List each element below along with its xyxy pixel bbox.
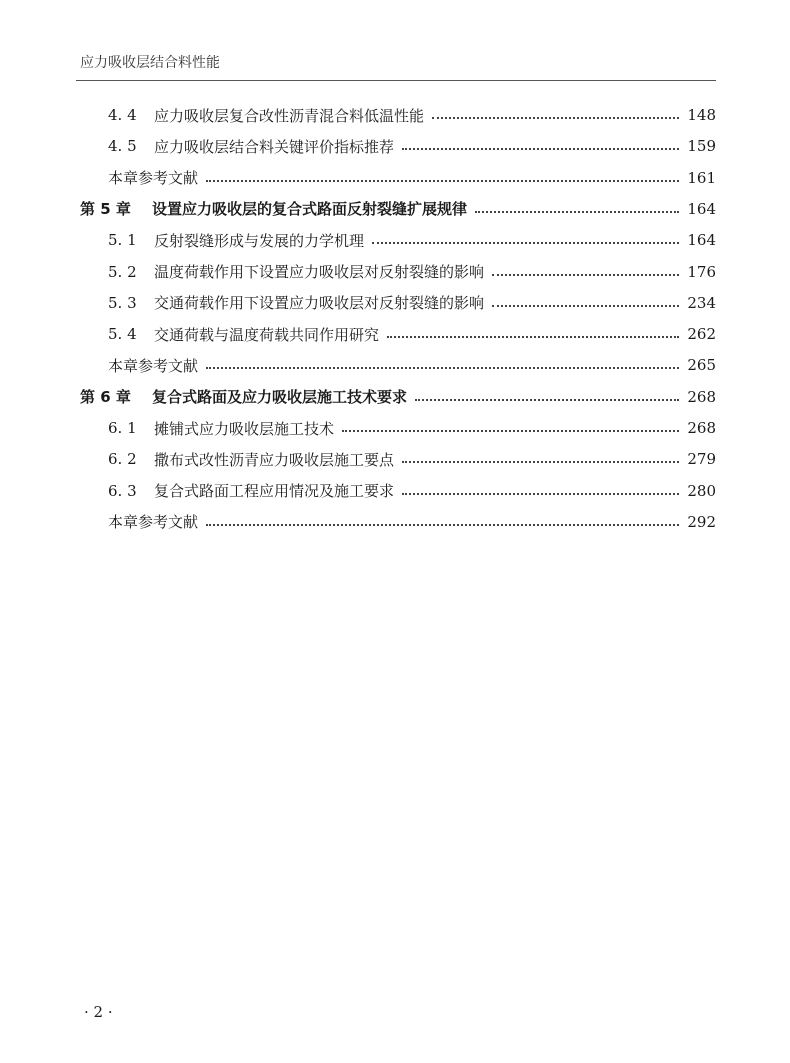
toc-title: 撒布式改性沥青应力吸收层施工要点 — [154, 450, 395, 469]
toc-references-row — [108, 507, 716, 537]
dot-leader — [372, 242, 679, 244]
toc-title: 应力吸收层结合料关键评价指标推荐 — [154, 137, 395, 156]
toc-number: 5. 4 — [108, 325, 137, 344]
toc-section-row — [108, 131, 716, 161]
toc-page-number: 265 — [687, 356, 716, 375]
dot-leader — [402, 461, 679, 463]
toc-number: 6. 3 — [108, 481, 137, 500]
toc-section-row — [108, 413, 716, 443]
toc-page-number: 148 — [687, 106, 716, 124]
toc-page-number: 279 — [687, 450, 716, 469]
toc-number: 4. 4 — [108, 106, 137, 124]
toc-title: 本章参考文献 — [108, 513, 199, 532]
toc-chapter-row — [80, 382, 716, 412]
toc-number: 5. 2 — [108, 262, 137, 281]
dot-leader — [402, 148, 679, 150]
toc-title: 设置应力吸收层的复合式路面反射裂缝扩展规律 — [152, 200, 468, 219]
toc-title: 复合式路面及应力吸收层施工技术要求 — [152, 388, 408, 407]
toc-number: 5. 3 — [108, 293, 137, 312]
toc-title: 温度荷载作用下设置应力吸收层对反射裂缝的影响 — [154, 263, 485, 281]
toc-section-row — [108, 225, 716, 255]
toc-section-row — [108, 288, 716, 318]
toc-number: 6. 2 — [108, 450, 137, 469]
toc-title: 本章参考文献 — [108, 356, 199, 375]
toc-title: 反射裂缝形成与发展的力学机理 — [154, 231, 365, 250]
toc-page-number: 262 — [687, 325, 716, 344]
toc-title: 本章参考文献 — [108, 169, 199, 188]
toc-section-row — [108, 444, 716, 474]
dot-leader — [432, 117, 679, 119]
dot-leader — [387, 336, 679, 338]
toc-number: 第 5 章 — [80, 200, 131, 219]
toc-page-number: 164 — [687, 231, 716, 250]
toc-number: 第 6 章 — [80, 388, 131, 407]
toc-section-row — [108, 476, 716, 506]
toc-title: 交通荷载与温度荷载共同作用研究 — [154, 325, 380, 344]
toc-page-number: 280 — [687, 481, 716, 500]
toc-section-row — [108, 100, 716, 130]
toc-title: 应力吸收层复合改性沥青混合料低温性能 — [154, 106, 425, 125]
toc-section-row — [108, 319, 716, 349]
toc-number: 5. 1 — [108, 231, 137, 250]
running-head: 应力吸收层结合料性能 — [80, 55, 220, 71]
dot-leader — [206, 524, 679, 526]
dot-leader — [206, 367, 679, 369]
toc-number: 4. 5 — [108, 137, 137, 156]
dot-leader — [402, 493, 679, 495]
dot-leader — [415, 399, 679, 401]
toc-references-row — [108, 163, 716, 193]
toc-title: 复合式路面工程应用情况及施工要求 — [154, 482, 395, 501]
toc-page-number: 292 — [687, 512, 716, 531]
dot-leader — [492, 274, 679, 276]
toc-page-number: 268 — [687, 387, 716, 406]
toc-page-number: 234 — [687, 293, 716, 312]
toc-title: 交通荷载作用下设置应力吸收层对反射裂缝的影响 — [154, 294, 485, 313]
toc-page-number: 268 — [687, 419, 716, 437]
dot-leader — [475, 211, 679, 213]
toc-chapter-row — [80, 194, 716, 224]
header-rule — [76, 80, 716, 81]
page-number: · 2 · — [84, 1003, 113, 1021]
toc-number: 6. 1 — [108, 419, 137, 437]
toc-page-number: 164 — [687, 199, 716, 218]
toc-references-row — [108, 350, 716, 380]
dot-leader — [342, 430, 679, 432]
toc-section-row — [108, 257, 716, 287]
dot-leader — [492, 305, 679, 307]
dot-leader — [206, 180, 679, 182]
toc-page-number: 161 — [687, 168, 716, 187]
toc-title: 摊铺式应力吸收层施工技术 — [154, 419, 335, 438]
toc-page-number: 159 — [687, 137, 716, 156]
toc-page-number: 176 — [687, 262, 716, 281]
